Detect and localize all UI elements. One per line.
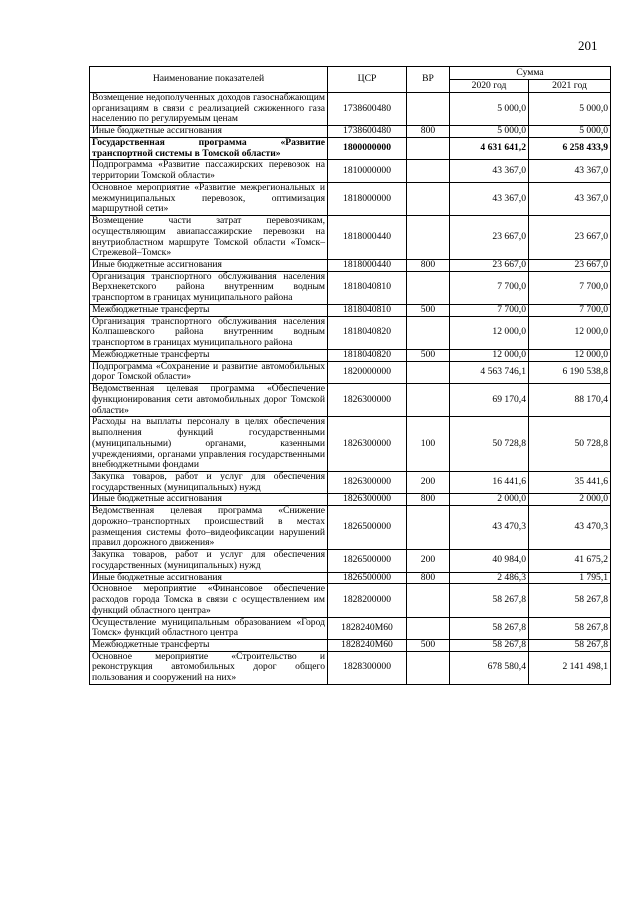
row-vr [407,584,450,617]
row-2021: 88 170,4 [529,384,611,417]
row-csr: 1826500000 [328,506,407,550]
table-row [90,572,611,584]
budget-table [89,66,611,685]
row-2020: 50 728,8 [450,417,529,472]
row-vr [407,182,450,215]
row-name: Закупка товаров, работ и услуг для обеспечения государственных (муниципальных) нужд [90,471,328,493]
row-2020: 678 580,4 [450,651,529,684]
table-row [90,160,611,182]
table-row [90,384,611,417]
row-name: Ведомственная целевая программа «Снижение дорожно–транспортных происшествий в местах размещения системы фото–видеофиксации нарушений правил дорожного движения» [90,506,328,550]
table-row [90,304,611,316]
row-vr: 800 [407,494,450,506]
header-vr: ВР [407,67,450,93]
row-name: Организация транспортного обслуживания населения Верхнекетского района внутренним водным транспортом в границах муниципального района [90,271,328,304]
row-2020: 2 000,0 [450,494,529,506]
row-2020: 4 563 746,1 [450,361,529,383]
row-name: Межбюджетные трансферты [90,639,328,651]
table-row [90,494,611,506]
row-2021: 5 000,0 [529,93,611,126]
row-name: Возмещение части затрат перевозчикам, осуществляющим авиапассажирские перевозки на внутриобластном маршруте Томской области «Томск–Стрежевой–Томск» [90,216,328,260]
row-csr: 1828240М60 [328,639,407,651]
row-csr: 1818040810 [328,271,407,304]
row-2021: 58 267,8 [529,617,611,639]
row-2020: 5 000,0 [450,93,529,126]
row-vr [407,384,450,417]
row-2021: 12 000,0 [529,349,611,361]
row-2021: 43 367,0 [529,160,611,182]
row-csr: 1818000440 [328,260,407,272]
row-vr [407,271,450,304]
row-2021: 23 667,0 [529,260,611,272]
header-year-2021: 2021 год [529,80,611,93]
row-2021: 1 795,1 [529,572,611,584]
row-2021: 23 667,0 [529,216,611,260]
row-csr: 1810000000 [328,160,407,182]
row-vr: 200 [407,550,450,572]
row-csr: 1800000000 [328,137,407,159]
row-vr [407,93,450,126]
row-2021: 6 190 538,8 [529,361,611,383]
row-vr [407,617,450,639]
row-vr [407,506,450,550]
table-row [90,506,611,550]
row-2020: 4 631 641,2 [450,137,529,159]
row-csr: 1818040820 [328,349,407,361]
row-2020: 12 000,0 [450,349,529,361]
row-2020: 23 667,0 [450,260,529,272]
row-2020: 43 367,0 [450,182,529,215]
row-csr: 1826300000 [328,417,407,472]
row-name: Иные бюджетные ассигнования [90,260,328,272]
table-row [90,617,611,639]
row-csr: 1818040820 [328,316,407,349]
row-csr: 1828300000 [328,651,407,684]
row-vr: 500 [407,639,450,651]
table-row [90,260,611,272]
row-2021: 43 470,3 [529,506,611,550]
row-2021: 5 000,0 [529,126,611,138]
row-2020: 23 667,0 [450,216,529,260]
table-row [90,271,611,304]
row-2020: 5 000,0 [450,126,529,138]
header-row [90,67,611,80]
row-name: Ведомственная целевая программа «Обеспечение функционирования сети автомобильных дорог Томской области» [90,384,328,417]
row-vr: 500 [407,349,450,361]
row-name: Иные бюджетные ассигнования [90,126,328,138]
table-row [90,216,611,260]
row-vr [407,137,450,159]
row-2020: 7 700,0 [450,304,529,316]
row-2020: 43 470,3 [450,506,529,550]
row-name: Основное мероприятие «Развитие межрегиональных и межмуниципальных перевозок, оптимизация маршрутной сети» [90,182,328,215]
row-2021: 43 367,0 [529,182,611,215]
row-2021: 50 728,8 [529,417,611,472]
row-name: Межбюджетные трансферты [90,304,328,316]
row-2021: 2 000,0 [529,494,611,506]
table-row [90,651,611,684]
row-csr: 1826300000 [328,471,407,493]
row-csr: 1828240М60 [328,617,407,639]
row-vr: 800 [407,126,450,138]
row-2020: 40 984,0 [450,550,529,572]
row-vr [407,316,450,349]
row-2021: 7 700,0 [529,271,611,304]
row-name: Подпрограмма «Сохранение и развитие автомобильных дорог Томской области» [90,361,328,383]
table-row [90,349,611,361]
row-name: Иные бюджетные ассигнования [90,494,328,506]
row-2020: 58 267,8 [450,584,529,617]
table-row [90,417,611,472]
row-vr: 800 [407,572,450,584]
row-vr [407,361,450,383]
row-2021: 41 675,2 [529,550,611,572]
row-vr: 200 [407,471,450,493]
table-row [90,471,611,493]
row-name: Государственная программа «Развитие транспортной системы в Томской области» [90,137,328,159]
header-csr: ЦСР [328,67,407,93]
table-body [90,93,611,685]
row-2020: 69 170,4 [450,384,529,417]
row-vr [407,216,450,260]
row-2020: 7 700,0 [450,271,529,304]
table-row [90,126,611,138]
table-row [90,137,611,159]
header-year-2020: 2020 год [450,80,529,93]
row-name: Возмещение недополученных доходов газоснабжающим организациям в связи с реализацией сжиженного газа населению по регулируемым ценам [90,93,328,126]
row-2021: 7 700,0 [529,304,611,316]
table-row [90,550,611,572]
table-row [90,182,611,215]
row-2020: 58 267,8 [450,617,529,639]
row-name: Закупка товаров, работ и услуг для обеспечения государственных (муниципальных) нужд [90,550,328,572]
row-2021: 12 000,0 [529,316,611,349]
row-csr: 1826300000 [328,494,407,506]
row-2021: 58 267,8 [529,639,611,651]
table-row [90,361,611,383]
row-csr: 1826300000 [328,384,407,417]
row-2020: 12 000,0 [450,316,529,349]
row-csr: 1818000440 [328,216,407,260]
row-vr: 100 [407,417,450,472]
row-name: Расходы на выплаты персоналу в целях обеспечения выполнения функций государственными (муниципальными) органами, казенными учреждениями, органами управления государственными внебюджетными фондами [90,417,328,472]
row-csr: 1738600480 [328,126,407,138]
row-name: Межбюджетные трансферты [90,349,328,361]
row-name: Организация транспортного обслуживания населения Колпашевского района внутренним водным транспортом в границах муниципального района [90,316,328,349]
row-csr: 1826500000 [328,550,407,572]
row-csr: 1738600480 [328,93,407,126]
row-2021: 6 258 433,9 [529,137,611,159]
row-vr [407,651,450,684]
row-vr [407,160,450,182]
row-csr: 1818000000 [328,182,407,215]
table-row [90,639,611,651]
row-2021: 2 141 498,1 [529,651,611,684]
page-number: 201 [578,38,598,53]
row-2020: 16 441,6 [450,471,529,493]
row-2021: 58 267,8 [529,584,611,617]
row-csr: 1818040810 [328,304,407,316]
row-name: Осуществление муниципальным образованием «Город Томск» функций областного центра [90,617,328,639]
row-2021: 35 441,6 [529,471,611,493]
table-row [90,93,611,126]
row-2020: 2 486,3 [450,572,529,584]
row-name: Подпрограмма «Развитие пассажирских перевозок на территории Томской области» [90,160,328,182]
header-sum: Сумма [450,67,611,80]
row-name: Основное мероприятие «Строительство и реконструкция автомобильных дорог общего пользования и сооружений на них» [90,651,328,684]
row-vr: 800 [407,260,450,272]
header-name: Наименование показателей [90,67,328,93]
row-name: Основное мероприятие «Финансовое обеспечение расходов города Томска в связи с осуществлением им функций областного центра» [90,584,328,617]
row-csr: 1820000000 [328,361,407,383]
row-csr: 1828200000 [328,584,407,617]
row-vr: 500 [407,304,450,316]
row-name: Иные бюджетные ассигнования [90,572,328,584]
row-2020: 43 367,0 [450,160,529,182]
row-2020: 58 267,8 [450,639,529,651]
table-row [90,584,611,617]
table-row [90,316,611,349]
row-csr: 1826500000 [328,572,407,584]
